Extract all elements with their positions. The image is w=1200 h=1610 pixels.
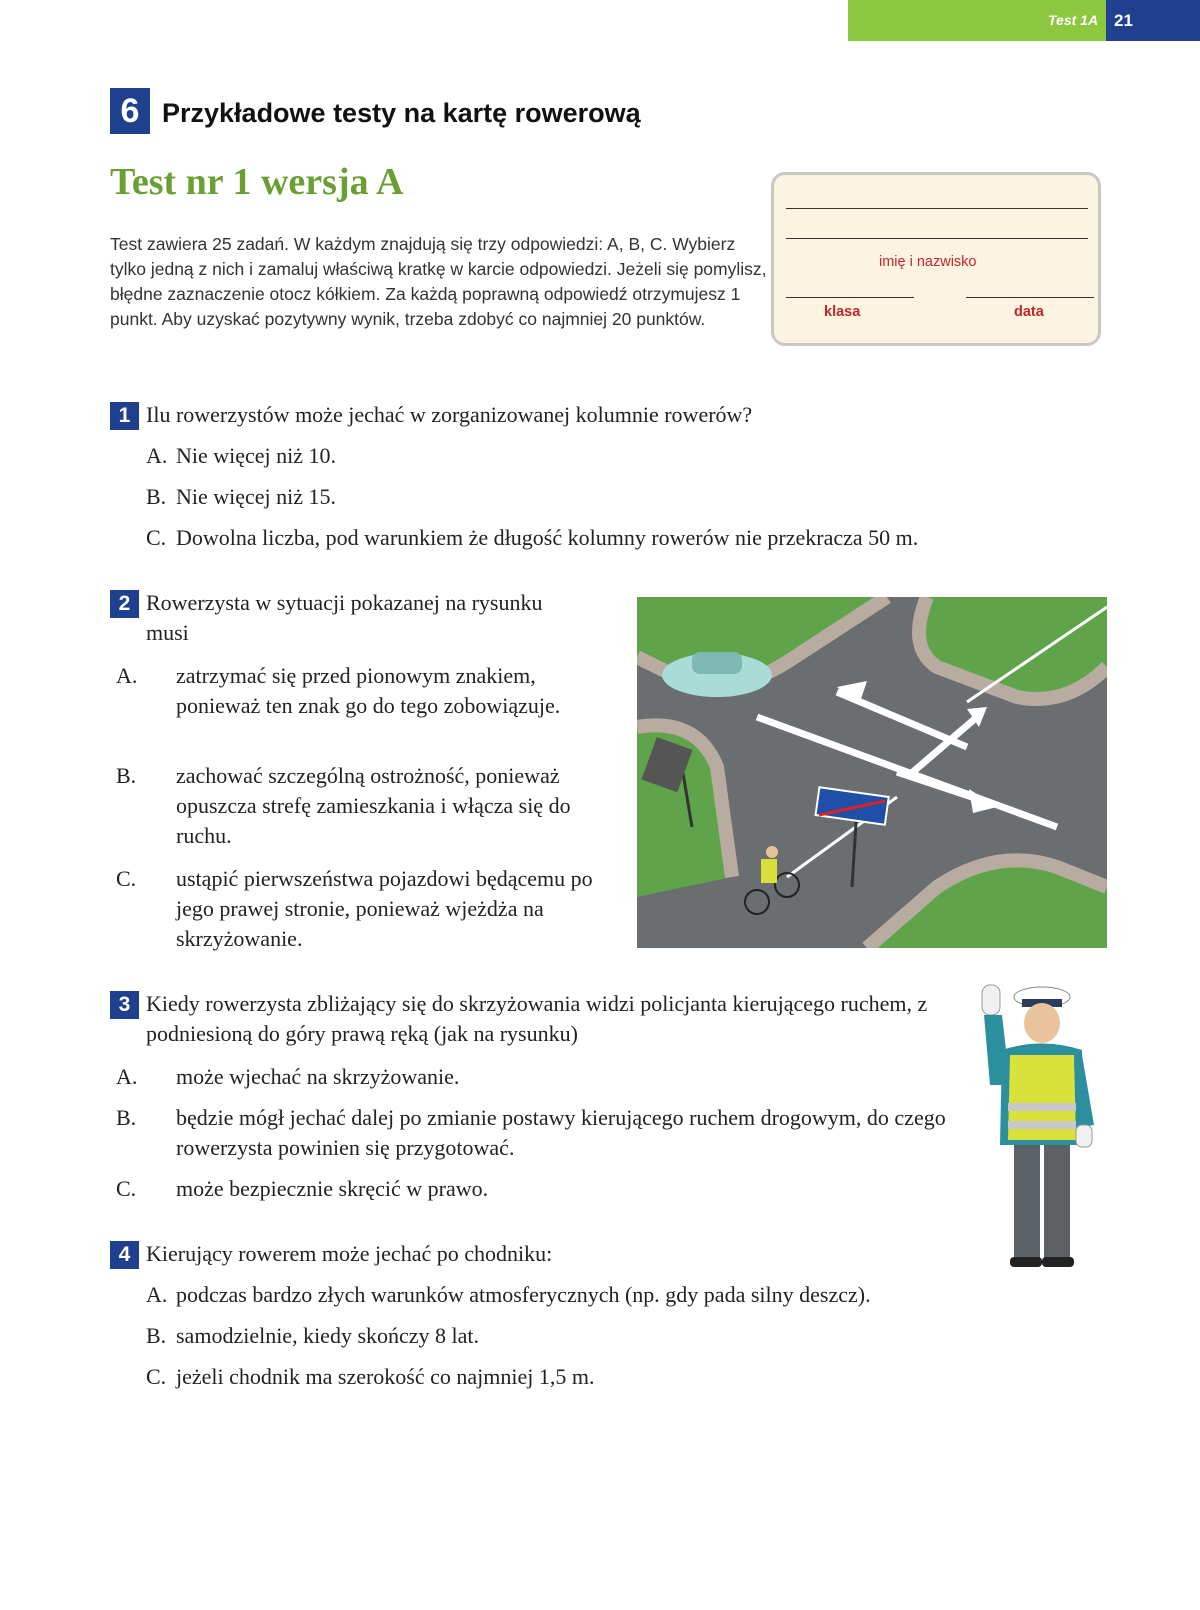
answer-option: C. jeżeli chodnik ma szerokość co najmniej 1,5 m. (146, 1364, 595, 1389)
answer-option: A. Nie więcej niż 10. (146, 443, 337, 468)
question-number: 2 (110, 590, 139, 618)
answer-option: C. Dowolna liczba, pod warunkiem że długość kolumny rowerów nie przekracza 50 m. (146, 525, 919, 550)
question-number: 1 (110, 402, 139, 430)
class-label: klasa (824, 304, 861, 320)
chapter-title: Przykładowe testy na kartę rowerową (162, 98, 641, 128)
page-number: 21 (1114, 11, 1133, 30)
date-line (966, 297, 1094, 298)
chapter-number: 6 (110, 88, 150, 134)
answer-option: A. zatrzymać się przed pionowym znakiem, ponieważ ten znak go do tego zobowiązuje. (116, 663, 561, 718)
police-officer-illustration (972, 975, 1112, 1275)
answer-option: B. samodzielnie, kiedy skończy 8 lat. (146, 1323, 480, 1348)
name-box (771, 172, 1101, 346)
answer-option: C. może bezpiecznie skręcić w prawo. (116, 1176, 489, 1201)
answer-option: B. zachować szczególną ostrożność, ponieważ opuszcza strefę zamieszkania i włącza się do ruchu. (116, 763, 571, 848)
date-label: data (1014, 304, 1044, 320)
test-instructions: Test zawiera 25 zadań. W każdym znajdują się trzy odpowiedzi: A, B, C. Wybierz tylko jedną z nich i zamaluj właściwą kratkę w karcie odpowiedzi. Jeżeli się pomylisz, błędne zaznaczenie otocz kółkiem. Za każdą poprawną odpowiedź otrzymujesz 1 punkt. Aby uzyskać pozytywny wynik, trzeba zdobyć co najmniej 20 punktów. (110, 234, 767, 329)
answer-option: B. Nie więcej niż 15. (146, 484, 337, 509)
class-line (786, 297, 914, 298)
answer-option: A. podczas bardzo złych warunków atmosferycznych (np. gdy pada silny deszcz). (146, 1282, 871, 1307)
question-number: 3 (110, 991, 139, 1019)
name-line-1 (786, 208, 1088, 209)
question-text: Ilu rowerzystów może jechać w zorganizowanej kolumnie rowerów? (146, 402, 753, 427)
answer-option: A. może wjechać na skrzyżowanie. (116, 1064, 460, 1089)
answer-option: C. ustąpić pierwszeństwa pojazdowi będącemu po jego prawej stronie, ponieważ wjeżdża na skrzyżowanie. (116, 866, 593, 951)
test-title: Test nr 1 wersja A (110, 161, 404, 203)
intersection-illustration (637, 597, 1107, 948)
name-label: imię i nazwisko (879, 254, 977, 270)
answer-option: B. będzie mógł jechać dalej po zmianie postawy kierującego ruchem drogowym, do czego rowerzysta powinien się przygotować. (116, 1105, 946, 1160)
question-number: 4 (110, 1241, 139, 1269)
test-label: Test 1A (1048, 12, 1099, 28)
question-text: Kierujący rowerem może jechać po chodniku: (146, 1241, 553, 1266)
question-text: Rowerzysta w sytuacji pokazanej na rysunku musi (146, 590, 543, 645)
name-line-2 (786, 238, 1088, 239)
question-text: Kiedy rowerzysta zbliżający się do skrzyżowania widzi policjanta kierującego ruchem, z podniesioną do góry prawą ręką (jak na rysunku) (146, 991, 928, 1046)
